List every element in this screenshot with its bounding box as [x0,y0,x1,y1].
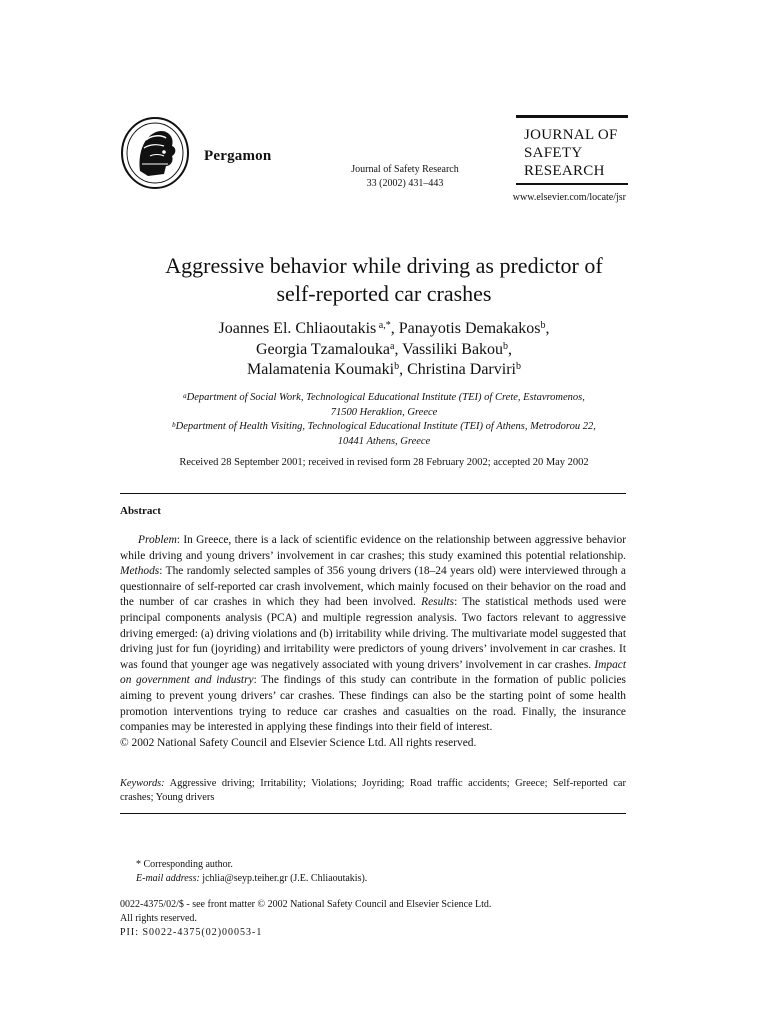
affiliation-a-line-1 [0,391,768,406]
email-note [120,872,642,886]
title-line-1: Aggressive behavior while driving as predictor of [165,253,603,278]
masthead-rule-bottom [516,183,628,185]
email-label: E-mail address: [136,873,200,884]
author-list [0,319,768,381]
abstract-body [120,533,626,751]
author-sep: , [508,340,513,358]
corresponding-author-note: * Corresponding author. [136,859,233,870]
email-text[interactable]: jchlia@seyp.teiher.gr (J.E. Chliaoutakis). [199,873,368,884]
author-name: Christina Darviri [407,361,516,378]
journal-name: Journal of Safety Research [351,164,459,175]
masthead-title [516,118,628,180]
author-sep: , [545,320,550,337]
author-affil[interactable]: b [515,361,521,372]
masthead-line-1: JOURNAL OF [524,127,618,143]
abstract-heading: Abstract [120,505,161,517]
affil-text: Department of Health Visiting, Technological Educational Institute (TEI) of Athens, Metrodorou 22, [175,421,596,432]
problem-text: : In Greece, there is a lack of scientific evidence on the relationship between aggressive behavior while driving and young drivers’ involvement in car crashes; this study examined this potential relationship. [120,534,626,562]
copyright-line-2: All rights reserved. [120,913,197,924]
divider-top [120,493,626,494]
results-label: Results [421,596,455,609]
author-sep: , [394,340,403,358]
results-text: : The statistical methods used were principal components analysis (PCA) and multiple regression analysis. Two factors relevant to aggressive driving emerged: (a) driving violations and (b) irritability while driving. The multivariate model suggested that driving just for fun (joyriding) and irritability were predictors of young drivers’ involvement in car crashes. It was found that younger age was negatively associated with young drivers’ involvement in car crashes. [120,596,626,671]
methods-text: : The randomly selected samples of 356 young drivers (18–24 years old) were interviewed through a questionnaire of self-reported car crash involvement, which mainly focused on their behavior on the road and the number of car crashes in which they had been involved. [120,565,626,609]
masthead-line-3: RESEARCH [524,163,605,179]
author-line-1 [0,319,768,340]
keywords [120,777,626,805]
author-name: Georgia Tzamalouka [255,340,390,358]
author-affil[interactable]: a,* [376,320,391,331]
keywords-text: Aggressive driving; Irritability; Violations; Joyriding; Road traffic accidents; Greece; Self-reported car crashes; Young drivers [120,778,626,803]
divider-bottom [120,813,626,814]
author-affil[interactable]: a [389,340,395,352]
author-sep: , [390,320,399,337]
journal-masthead [516,115,628,185]
affiliations [0,391,768,449]
problem-label: Problem [138,534,177,546]
impact-text: : The findings of this study can contribute in the formation of public policies aiming to prevent young drivers’ car crashes. These findings can also be the starting point of some health promotion interventions trying to reduce car crashes and casualties on the road. Finally, the insurance companies may be interested in applying these findings into their field of interest. [120,674,626,734]
author-name: Panayotis Demakakos [398,320,541,337]
affil-marker: b [172,421,176,429]
methods-label: Methods [120,565,160,578]
author-name: Vassiliki Bakou [402,340,504,358]
author-sep: , [399,361,408,378]
author-name: Joannes El. Chliaoutakis [218,320,377,337]
affiliation-b-line-2: 10441 Athens, Greece [337,435,431,447]
publisher-name: Pergamon [204,148,272,164]
impact-label: Impact on government and industry [120,658,626,687]
author-line-2 [0,340,768,361]
pii-identifier: PII: S0022-4375(02)00053-1 [120,927,263,938]
author-affil[interactable]: b [394,361,400,372]
author-line-3 [0,360,768,381]
title-line-2: self-reported car crashes [276,281,492,306]
affiliation-b-line-1 [0,420,768,435]
journal-volume: 33 (2002) 431–443 [366,178,444,189]
journal-url[interactable]: www.elsevier.com/locate/jsr [512,192,626,203]
journal-reference [330,163,480,191]
received-dates: Received 28 September 2001; received in revised form 28 February 2002; accepted 20 May 2002 [179,457,589,468]
keywords-label: Keywords: [120,778,165,789]
masthead-line-2: SAFETY [524,145,583,161]
author-affil[interactable]: b [540,320,546,331]
author-affil[interactable]: b [503,340,509,352]
copyright-line-1: 0022-4375/02/$ - see front matter © 2002 National Safety Council and Elsevier Science Ltd. [120,899,492,910]
abstract-copyright: © 2002 National Safety Council and Elsevier Science Ltd. All rights reserved. [120,736,477,749]
affiliation-a-line-2: 71500 Heraklion, Greece [330,406,438,418]
affil-text: Department of Social Work, Technological Educational Institute (TEI) of Crete, Estavromenos, [186,392,585,403]
author-name: Malamatenia Koumaki [247,361,395,378]
article-title [0,252,768,308]
pergamon-logo [120,116,190,190]
affil-marker: a [183,392,187,400]
